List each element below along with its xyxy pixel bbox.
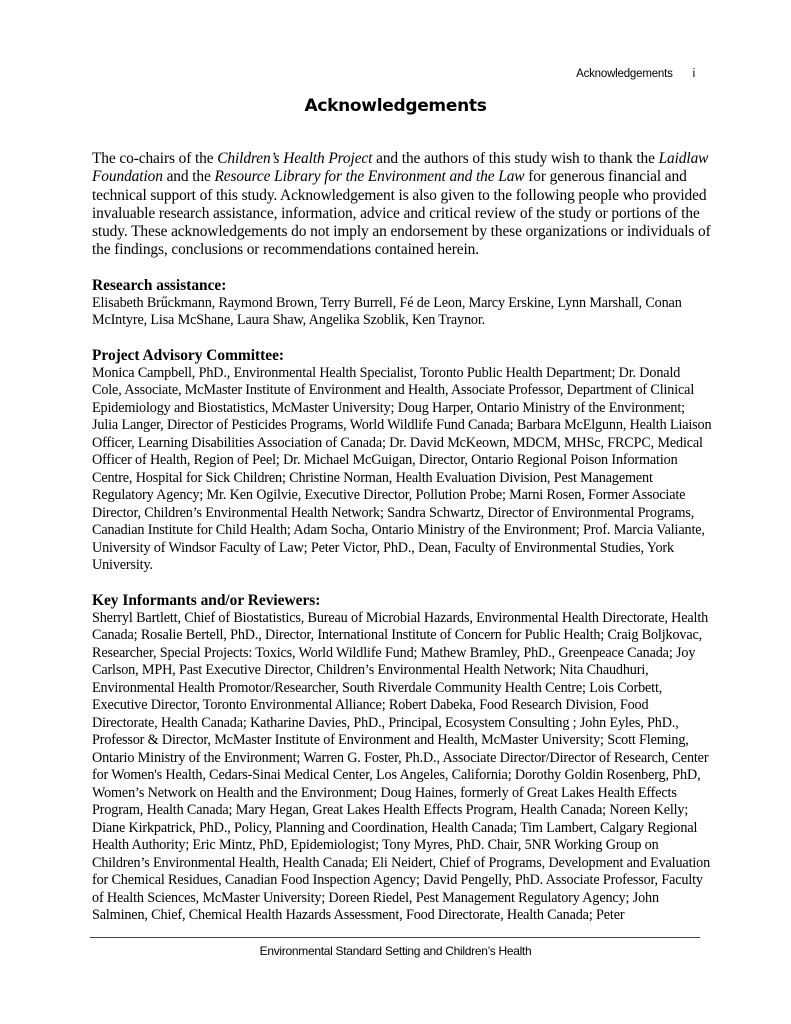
running-header [576, 68, 695, 80]
intro-text: and the authors of this study wish to thank the [372, 150, 659, 167]
section-text: Monica Campbell, PhD., Environmental Health Specialist, Toronto Public Health Department; Dr. Donald Cole, Associate, McMaster Institute of Environment and Health, Associate Professor, Department of Clinical Epidemiology and Biostatistics, McMaster University; Doug Harper, Ontario Ministry of the Environment; Julia Langer, Director of Pesticides Programs, World Wildlife Fund Canada; Barbara McElgunn, Health Liaison Officer, Learning Disabilities Association of Canada; Dr. David McKeown, MDCM, MHSc, FRCPC, Medical Officer of Health, Region of Peel; Dr. Michael McGuigan, Director, Ontario Regional Poison Information Centre, Hospital for Sick Children; Christine Norman, Health Evaluation Division, Pest Management Regulatory Agency; Mr. Ken Ogilvie, Executive Director, Pollution Probe; Marni Rosen, Former Associate Director, Children’s Environmental Health Network; Sandra Schwartz, Director of Environmental Programs, Canadian Institute for Child Health; Adam Socha, Ontario Ministry of the Environment; Prof. Marcia Valiante, University of Windsor Faculty of Law; Peter Victor, PhD., Dean, Faculty of Environmental Studies, York University. [92, 364, 712, 574]
section-key-informants [92, 592, 712, 925]
intro-text: and the [162, 168, 215, 186]
section-research-assistance [92, 277, 712, 330]
section-text: Sherryl Bartlett, Chief of Biostatistics, Bureau of Microbial Hazards, Environmental Health Directorate, Health Canada; Rosalie Bertell, PhD., Director, International Institute of Concern for Public Health; Craig Boljkovac, Researcher, Special Projects: Toxics, World Wildlife Fund; Mathew Bramley, PhD., Greenpeace Canada; Joy Carlson, MPH, Past Executive Director, Children’s Environmental Health Network; Nita Chaudhuri, Environmental Health Promotor/Researcher, South Riverdale Community Health Centre; Lois Corbett, Executive Director, Toronto Environmental Alliance; Robert Dabeka, Food Research Division, Food Directorate, Health Canada; Katharine Davies, PhD., Principal, Ecosystem Consulting ; John Eyles, PhD., Professor & Director, McMaster Institute of Environment and Health, McMaster University; Scott Fleming, Ontario Ministry of the Environment; Warren G. Foster, Ph.D., Associate Director/Director of Research, Center for Women's Health, Cedars-Sinai Medical Center, Los Angeles, California; Dorothy Goldin Rosenberg, PhD, Women’s Network on Health and the Environment; Doug Haines, formerly of Great Lakes Health Effects Program, Health Canada; Mary Hegan, Great Lakes Health Effects Program, Health Canada; Noreen Kelly; Diane Kirkpatrick, PhD., Policy, Planning and Coordination, Health Canada; Tim Lambert, Calgary Regional Health Authority; Eric Mintz, PhD, Epidemiologist; Tony Myres, PhD. Chair, 5NR Working Group on Children’s Environmental Health, Health Canada; Eli Neidert, Chief of Programs, Development and Evaluation for Chemical Residues, Canadian Food Inspection Agency; David Pengelly, PhD. Associate Professor, Faculty of Health Sciences, McMaster University; Doreen Riedel, Pest Management Regulatory Agency; John Salminen, Chief, Chemical Health Hazards Assessment, Food Directorate, Health Canada; Peter [92, 609, 711, 924]
intro-paragraph [92, 150, 712, 260]
intro-text: The co-chairs of the [92, 150, 218, 167]
running-title: Acknowledgements [576, 68, 673, 80]
page-number: i [692, 68, 695, 80]
section-heading: Project Advisory Committee: [92, 346, 285, 364]
library-name: Resource Library for the Environment and the Law [214, 168, 525, 186]
section-heading: Key Informants and/or Reviewers: [92, 591, 321, 609]
document-body [92, 150, 712, 925]
section-project-advisory-committee [92, 347, 712, 575]
section-text: Elisabeth Brűckmann, Raymond Brown, Terry Burrell, Fé de Leon, Marcy Erskine, Lynn Marshall, Conan McIntyre, Lisa McShane, Laura Shaw, Angelika Szoblik, Ken Traynor. [92, 294, 682, 329]
project-name: Children’s Health Project [217, 150, 373, 167]
intro-text: for generous financial and technical support of this study. Acknowledgement is also given to the following people who provided invaluable research assistance, information, advice and critical review of the study or portions of the study. These acknowledgements do not imply an endorsement by these organizations or individuals of the findings, conclusions or recommendations contained herein. [92, 168, 711, 259]
foundation-name: Laidlaw Foundation [92, 150, 709, 186]
section-heading: Research assistance: [92, 276, 227, 294]
running-footer: Environmental Standard Setting and Children’s Health [259, 944, 532, 958]
page-title: Acknowledgements [304, 96, 487, 116]
footer-divider [90, 937, 700, 938]
